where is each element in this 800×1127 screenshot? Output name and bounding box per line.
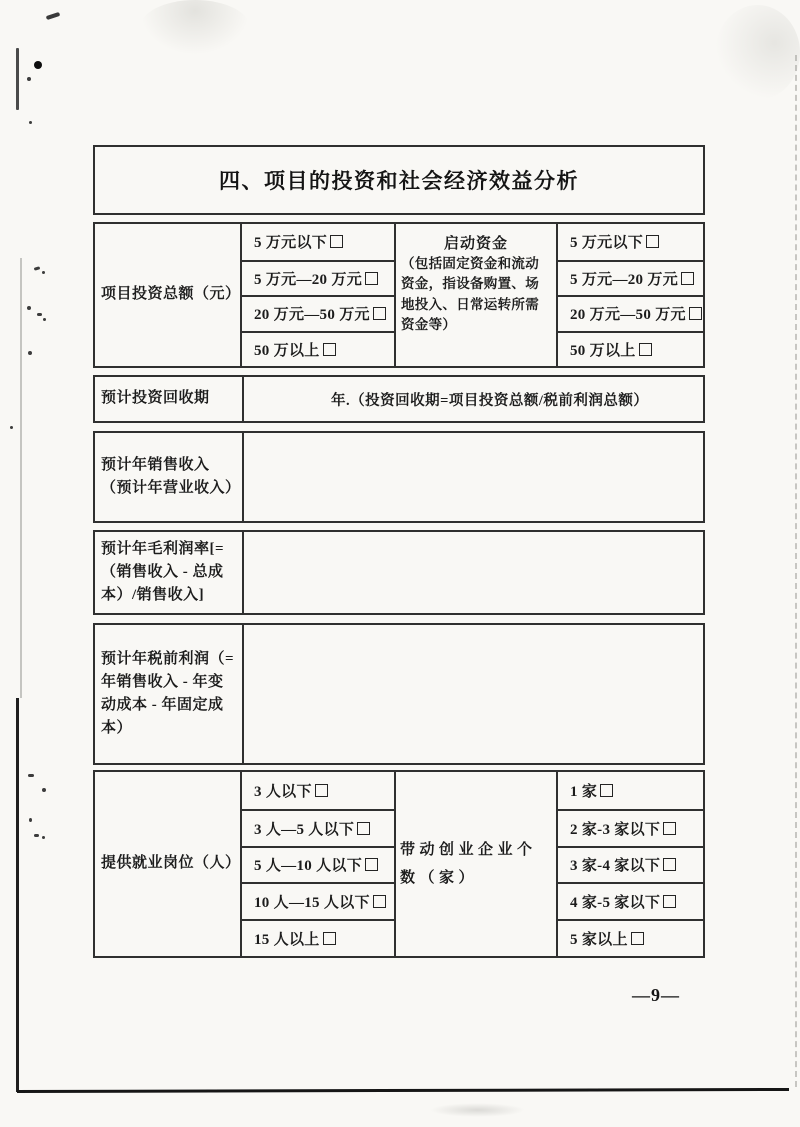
driven-enterprises-cell — [396, 772, 558, 956]
option-label: 20 万元—50 万元 — [254, 307, 370, 324]
startup-capital-desc: （包括固定资金和流动资金，指设备购置、场地投入、日常运转所需资金等） — [401, 256, 539, 332]
option-label: 3 人以下 — [254, 783, 312, 800]
checkbox-icon — [663, 895, 676, 908]
checkbox-icon — [323, 343, 336, 356]
row-pretax-profit — [93, 623, 705, 765]
scan-smudge-top-right — [715, 5, 800, 100]
checkbox-icon — [365, 858, 378, 871]
startup-options-right — [558, 224, 703, 366]
section-title: 四、项目的投资和社会经济效益分析 — [219, 169, 579, 193]
jobs-option — [242, 882, 394, 919]
checkbox-icon — [689, 307, 702, 320]
ink-speck — [43, 318, 46, 321]
investment-total-label: 项目投资总额（元） — [95, 224, 242, 366]
ink-speck — [29, 818, 32, 822]
page-number: —9— — [632, 985, 680, 1005]
pretax-profit-label: 预计年税前利润（=年销售收入 - 年变动成本 - 年固定成本） — [95, 625, 244, 763]
gross-margin-label: 预计年毛利润率[=（销售收入 - 总成本）/销售收入] — [95, 532, 244, 613]
startup-capital-cell — [396, 224, 558, 366]
option-label: 10 人—15 人以下 — [254, 895, 370, 912]
checkbox-icon — [323, 932, 336, 945]
ink-speck — [34, 266, 41, 270]
row-investment-total — [93, 222, 705, 368]
option-label: 3 人—5 人以下 — [254, 821, 355, 838]
option-label: 15 人以上 — [254, 932, 320, 949]
scan-edge-line-middle — [20, 258, 22, 698]
ink-speck — [42, 788, 46, 792]
scan-right-edge — [795, 55, 797, 1087]
option-label: 4 家-5 家以下 — [570, 895, 661, 912]
jobs-option — [242, 809, 394, 846]
jobs-option — [242, 772, 394, 809]
checkbox-icon — [315, 784, 328, 797]
checkbox-icon — [330, 235, 343, 248]
payback-period-value: 年.（投资回收期=项目投资总额/税前利润总额） — [331, 392, 649, 409]
ink-dot — [34, 61, 42, 69]
ink-speck — [28, 774, 34, 777]
jobs-options-left — [242, 772, 396, 956]
enterprises-options-right — [558, 772, 703, 956]
annual-sales-value — [244, 433, 703, 521]
enterprises-option — [558, 809, 703, 846]
option-label: 50 万以上 — [570, 342, 636, 359]
ink-speck — [27, 77, 31, 81]
ink-speck — [29, 121, 32, 124]
scan-bottom-edge — [17, 1088, 789, 1093]
ink-speck — [10, 426, 13, 429]
checkbox-icon — [373, 307, 386, 320]
ink-speck — [34, 834, 39, 837]
row-gross-margin — [93, 530, 705, 615]
checkbox-icon — [365, 272, 378, 285]
scan-smudge-bottom — [430, 1103, 525, 1117]
ink-speck — [28, 351, 32, 355]
startup-option — [558, 295, 703, 331]
enterprises-option — [558, 919, 703, 956]
option-label: 5 人—10 人以下 — [254, 858, 363, 875]
scan-smudge-top-left — [140, 0, 250, 55]
checkbox-icon — [631, 932, 644, 945]
startup-option — [558, 224, 703, 260]
row-annual-sales — [93, 431, 705, 523]
jobs-provided-label: 提供就业岗位（人） — [95, 772, 242, 956]
option-label: 1 家 — [570, 783, 598, 800]
gross-margin-value — [244, 532, 703, 613]
jobs-option — [242, 846, 394, 883]
startup-capital-title: 启动资金 — [443, 236, 508, 252]
option-label: 20 万元—50 万元 — [570, 307, 686, 324]
checkbox-icon — [357, 822, 370, 835]
startup-option — [558, 260, 703, 296]
enterprises-option — [558, 846, 703, 883]
checkbox-icon — [639, 343, 652, 356]
checkbox-icon — [663, 822, 676, 835]
scan-mark — [46, 12, 61, 20]
ink-speck — [27, 306, 31, 310]
row-jobs-provided — [93, 770, 705, 958]
investment-option — [242, 295, 394, 331]
row-payback-period — [93, 375, 705, 423]
option-label: 5 家以上 — [570, 932, 628, 949]
option-label: 3 家-4 家以下 — [570, 858, 661, 875]
payback-period-label: 预计投资回收期 — [95, 377, 244, 421]
scan-edge-line-lower — [16, 698, 19, 1092]
form-table — [93, 145, 705, 958]
option-label: 5 万元以下 — [570, 235, 644, 252]
checkbox-icon — [373, 895, 386, 908]
option-label: 5 万元—20 万元 — [570, 271, 679, 288]
ink-speck — [42, 271, 45, 274]
driven-enterprises-label: 带动创业企业个数（家） — [400, 841, 537, 886]
pretax-profit-value — [244, 625, 703, 763]
investment-option — [242, 224, 394, 260]
option-label: 2 家-3 家以下 — [570, 821, 661, 838]
checkbox-icon — [663, 858, 676, 871]
option-label: 5 万元以下 — [254, 235, 328, 252]
enterprises-option — [558, 882, 703, 919]
option-label: 50 万以上 — [254, 342, 320, 359]
checkbox-icon — [600, 784, 613, 797]
option-label: 5 万元—20 万元 — [254, 271, 363, 288]
ink-speck — [37, 313, 42, 316]
checkbox-icon — [646, 235, 659, 248]
jobs-option — [242, 919, 394, 956]
section-title-box — [93, 145, 705, 215]
investment-options-left — [242, 224, 396, 366]
enterprises-option — [558, 772, 703, 809]
checkbox-icon — [681, 272, 694, 285]
investment-option — [242, 260, 394, 296]
annual-sales-label: 预计年销售收入（预计年营业收入） — [95, 433, 244, 521]
investment-option — [242, 331, 394, 367]
ink-speck — [42, 836, 45, 839]
startup-option — [558, 331, 703, 367]
scan-edge-line-upper — [16, 48, 19, 110]
